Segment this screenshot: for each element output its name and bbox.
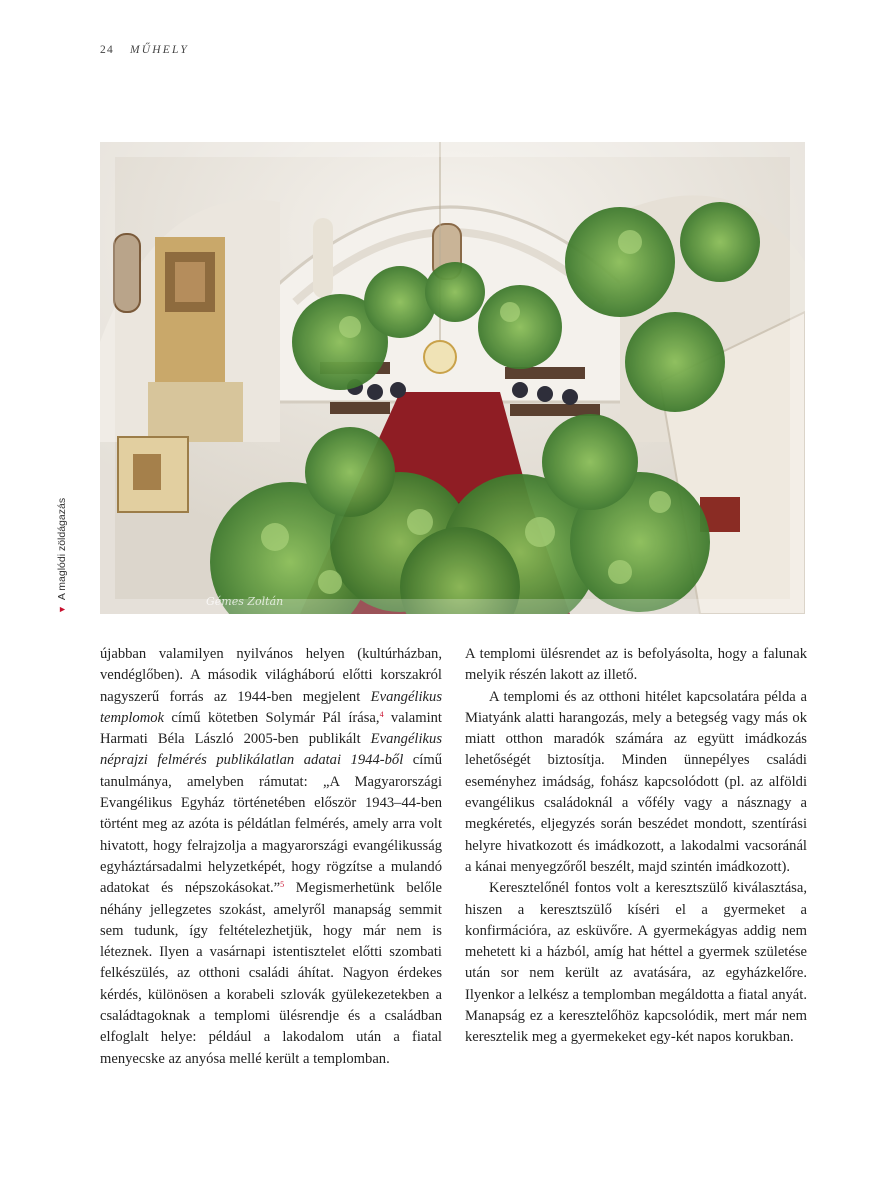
figure-caption-text: A maglódi zöldágazás (56, 497, 68, 601)
study-title: Evangélikus néprajzi felmérés publikálatlan adatai 1944-ből (100, 731, 442, 769)
church-photo (100, 142, 805, 614)
section-title: MŰHELY (129, 44, 189, 56)
left-column (100, 644, 442, 1070)
footnote-ref[interactable]: 4 (379, 709, 384, 719)
paragraph: újabban valamilyen nyilvános helyen (kultúrházban, vendéglőben). A második világháború előtti korszakról nagyszerű forrás az 1944-ben megjelent Evangélikus templomok című kötetben Solymár Pál írása,$^4$ valamint Harmati Béla László 2005-ben publikált Evangélikus néprajzi felmérés publikálatlan adatai 1944-ből című tanulmánya, amelyben rámutat: „A Magyarországi Evangélikus Egyház történetében először 1943–44-ben történt meg az azóta is példátlan felmérés, amely arra volt hivatott, hogy felrajzolja a magyarországi evangélikusság egyháztársadalmi helyzetképét, hogy rögzítse a mulandó adatokat és népszokásokat.”$^5$ Megismerhetünk belőle néhány jellegzetes szokást, amelyről manapság semmit sem tudunk, így feltételezhetjük, hogy már nem is léteznek. Ilyen a vasárnapi istentisztelet előtti szombati felkészülés, az otthoni családi áhítat. Nagyon érdekes kérdés, különösen a korabeli szlovák gyülekezetekben a családtagoknak a templomi ülésrendje és a családban elfoglalt helye: például a lakodalom után a fiatal menyecske az anyósa mellé került a templomban. (100, 646, 442, 1067)
church-interior-illustration (100, 142, 805, 614)
footnote-ref[interactable]: 5 (280, 880, 285, 890)
triangle-marker-icon: ▼ (57, 605, 67, 614)
figure-caption (56, 464, 72, 614)
right-column (465, 644, 807, 1049)
paragraph: A templomi és az otthoni hitélet kapcsolatára példa a Miatyánk alatti harangozás, mely a betegség vagy más ok miatt otthon maradók számára az együtt imádkozás lehetőségét biztosítja. Minden ünnepélyes családi eseményhez imádság, fohász kapcsolódott (pl. az alföldi evangélikus családoknál a vőfély vagy a násznagy a megkéretés, eljegyzés során beszédet mondott, szentírási helyre hivatkozott és imádkozott, a lakodalmi vacsoránál a kánai menyegzőről beszélt, majd szintén imádkozott). (465, 688, 807, 875)
photo-signature: Gémes Zoltán (206, 595, 284, 608)
book-title: Evangélikus templomok (100, 688, 442, 726)
paragraph: A templomi ülésrendet az is befolyásolta, hogy a falunak melyik részén lakott az illető. (465, 646, 807, 684)
page-number: 24 (100, 44, 114, 56)
paragraph: Keresztelőnél fontos volt a keresztszülő kiválasztása, hiszen a keresztszülő kíséri el a gyermeket a konfirmációra, az esküvőre. A gyermekágyas addig nem mehetett ki a házból, amíg hat héttel a gyermek születése után sor nem került az avatására, az egyházkelőre. Ilyenkor a lelkész a templomban megáldotta a fiatal anyát. Manapság ez a keresztelőhöz kapcsolódik, mert már nem keresztelik meg a gyermekeket egy-két napos korukban. (465, 880, 807, 1046)
running-head (100, 44, 189, 56)
